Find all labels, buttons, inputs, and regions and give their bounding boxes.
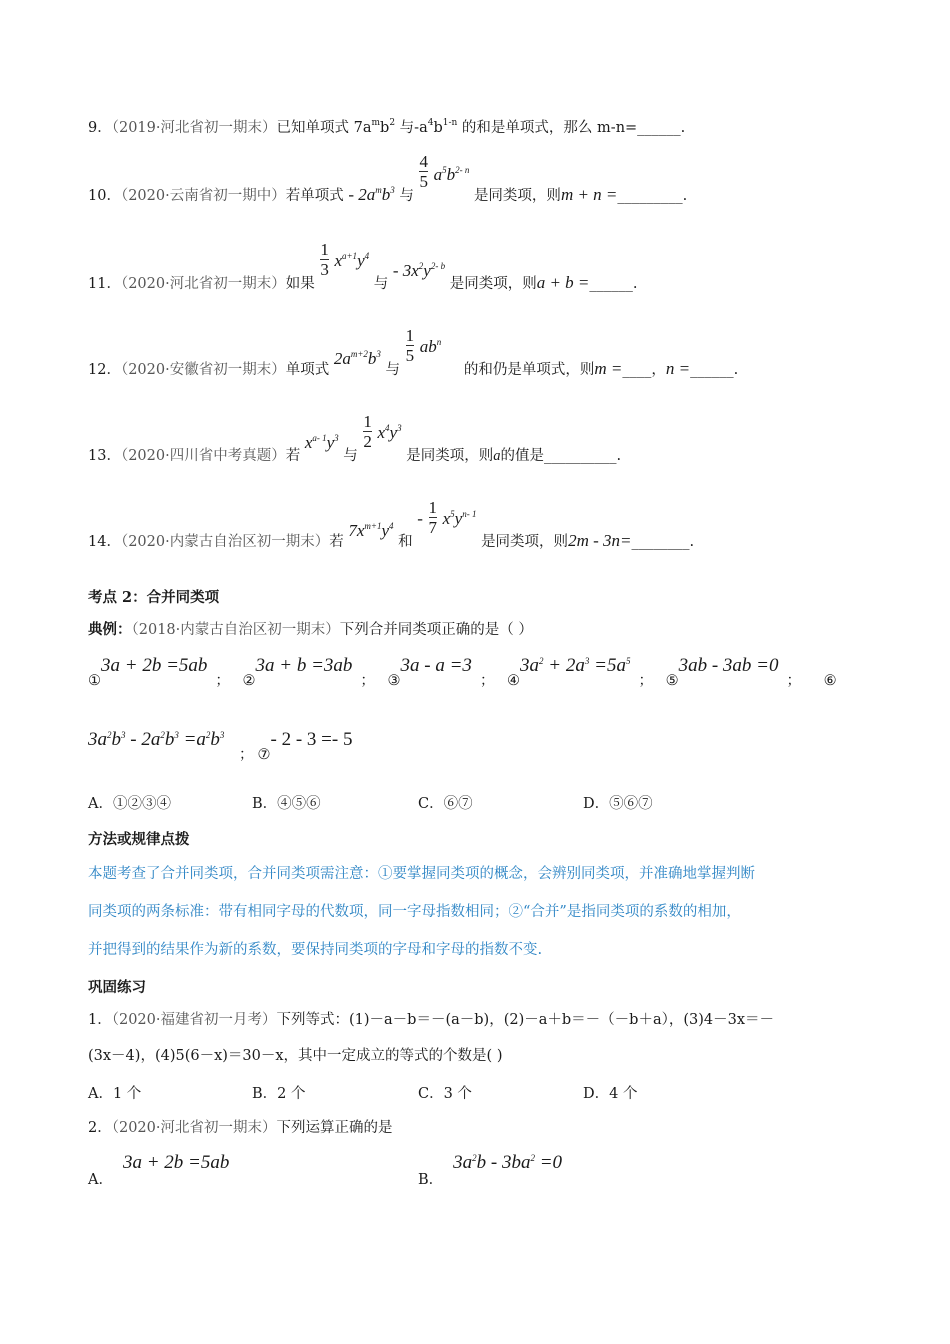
math-term: - $3x^2y^{2- b}$ [392, 260, 446, 280]
option-c: C．⑥⑦ [418, 796, 473, 812]
question-12: 12．（2020·安徽省初一期末）单项式 $2a^{m+2}b^3$ 与 $\frac{1}{5}$ $ab^n$ 的和仍是单项式，则m =____，n =______. [88, 326, 739, 378]
math-term: $ab^n$ [419, 336, 442, 356]
fraction: $\frac{1}{7}$ [428, 498, 437, 537]
math-term: $x^{a- 1}y^3$ [304, 432, 339, 452]
math-term: $a^5b^{2- n}$ [433, 164, 470, 184]
math-term: $x^5y^{n- 1}$ [442, 508, 477, 528]
example-question: 典例：（2018·内蒙古自治区初一期末）下列合并同类项正确的是（ ） [88, 621, 533, 638]
practice-2: 2．（2020·河北省初一期末）下列运算正确的是 [88, 1120, 393, 1136]
p1-option-c: C．3 个 [418, 1086, 472, 1102]
math-term: - $2a^mb^3$ [348, 184, 395, 204]
p1-option-b: B．2 个 [252, 1086, 306, 1102]
example-choices-row2: $3a^2b^3 - 2a^2b^3 =a^2b^3$ ； ⑦- 2 - 3 =- 5 [88, 729, 353, 763]
section-heading-kp2: 考点 2：合并同类项 [88, 589, 220, 606]
question-9: 9．（2019·河北省初一期末）已知单项式 $7a^mb^2$ 与$-a^4b^{1-n}$ 的和是单项式，那么 m-n=______. [88, 118, 686, 136]
method-line-2: 同类项的两条标准：带有相同字母的代数项，同一字母指数相同；②“合并”是指同类项的系数的相加， [88, 904, 741, 920]
fraction: $\frac{1}{2}$ [363, 412, 372, 451]
math-term: $x^{a+1}y^4$ [334, 250, 370, 270]
practice-1-line-1: 1．（2020·福建省初一月考）下列等式：(1)－a－b＝－(a－b)，(2)－a＋b＝－（－b＋a），(3)4－3x＝－ [88, 1012, 775, 1028]
fraction: $\frac{4}{5}$ [419, 152, 428, 191]
question-11: 11．（2020·河北省初一期末）如果 $\frac{1}{3}$ $x^{a+1}y^4$ 与 - $3x^2y^{2- b}$ 是同类项，则a + b =______. [88, 240, 638, 292]
question-13: 13．（2020·四川省中考真题）若 $x^{a- 1}y^3$ 与 $\frac{1}{2}$ $x^4y^3$ 是同类项，则a的值是__________. [88, 412, 622, 464]
example-choices-row1: ①3a + 2b =5ab； ②3a + b =3ab； ③3a - a =3； $④3a^2 + 2a^3 =5a^5$； ⑤3ab - 3ab =0； ⑥ [88, 655, 837, 689]
method-line-1: 本题考查了合并同类项，合并同类项需注意：①要掌握同类项的概念，会辨别同类项，并准确地掌握判断 [88, 866, 755, 882]
p2-option-a: A．3a + 2b =5ab [88, 1152, 230, 1188]
question-14: 14．（2020·内蒙古自治区初一期末）若 $7x^{m+1}y^4$ 和 - $\frac{1}{7}$ $x^5y^{n- 1}$ 是同类项，则2m - 3n=________. [88, 498, 695, 550]
method-line-3: 并把得到的结果作为新的系数，要保持同类项的字母和字母的指数不变. [88, 942, 543, 958]
math-term: $7x^{m+1}y^4$ [348, 520, 394, 540]
method-heading: 方法或规律点拨 [88, 831, 190, 848]
fraction: $\frac{1}{5}$ [405, 326, 415, 365]
option-d: D．⑤⑥⑦ [583, 796, 653, 812]
math-term: $x^4y^3$ [377, 422, 402, 442]
practice-heading: 巩固练习 [88, 979, 146, 996]
p2-option-b: B．$3a^2b - 3ba^2 =0$ [418, 1152, 563, 1188]
practice-1-line-2: (3x－4)，(4)5(6－x)＝30－x，其中一定成立的等式的个数是( ) [88, 1048, 503, 1064]
option-a: A．①②③④ [88, 796, 171, 812]
option-b: B．④⑤⑥ [252, 796, 321, 812]
fraction: $\frac{1}{3}$ [320, 240, 329, 279]
p1-option-a: A．1 个 [88, 1086, 142, 1102]
p1-option-d: D．4 个 [583, 1086, 638, 1102]
question-10: 10．（2020·云南省初一期中）若单项式 - $2a^mb^3$ 与 $\frac{4}{5}$ $a^5b^{2- n}$ 是同类项，则m + n =_________. [88, 152, 688, 204]
math-term: $2a^{m+2}b^3$ [333, 348, 381, 368]
